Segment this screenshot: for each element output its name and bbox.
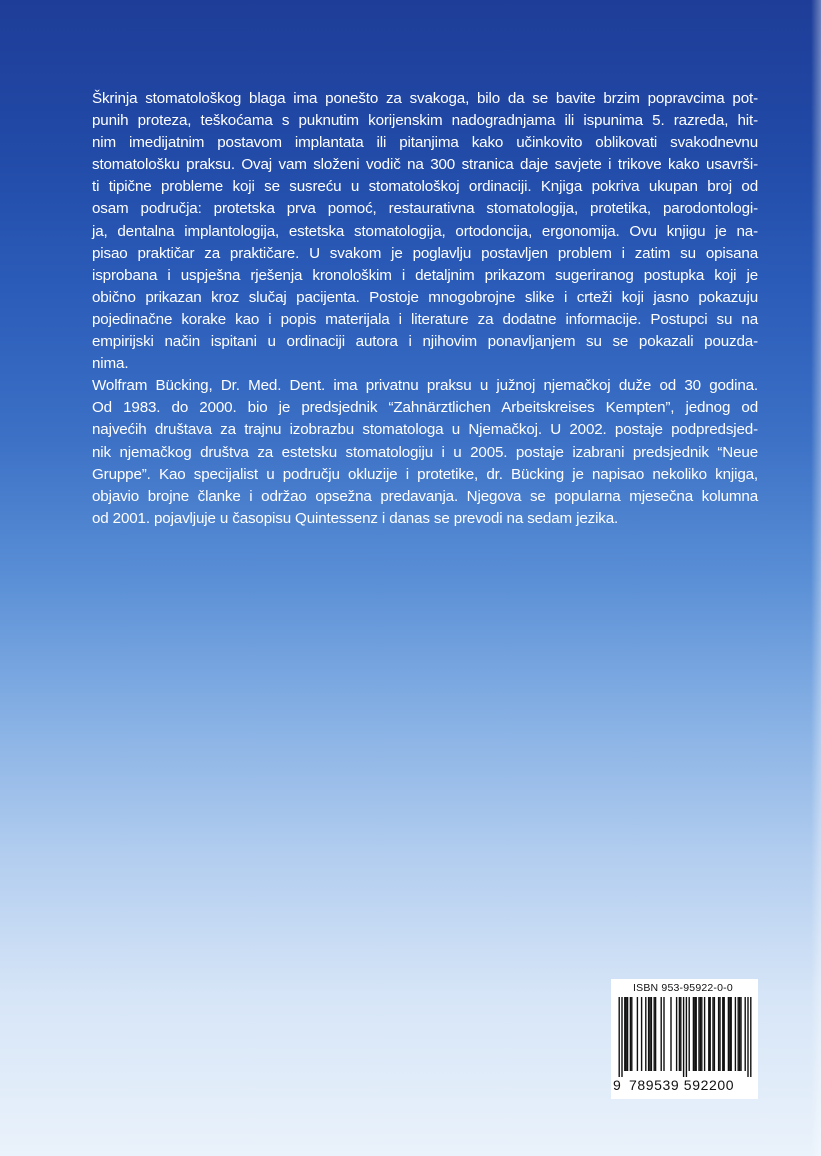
- barcode-bar: [739, 997, 740, 1071]
- barcode-bar: [637, 997, 638, 1071]
- author-line-1: Wolfram Bücking, Dr. Med. Dent. ima privatnu praksu u južnoj njemačkoj duže od 30 godina.: [92, 377, 758, 395]
- barcode-bar: [714, 997, 715, 1071]
- barcode-bar: [648, 997, 649, 1071]
- barcode-bar: [731, 997, 732, 1071]
- barcode-bar: [722, 997, 723, 1071]
- description-line-12: empirijski način ispitani u ordinaciji autora i njihovim ponavljanjem su se pokazali pouzda-: [92, 333, 758, 351]
- author-line-7: od 2001. pojavljuje u časopisu Quintessenz i danas se prevodi na sedam jezika.: [92, 509, 619, 527]
- barcode-bar: [729, 997, 730, 1071]
- barcode-bar: [745, 997, 746, 1071]
- author-line-5: Gruppe”. Kao specijalist u području okluzije i protetike, dr. Bücking je napisao nekoliko knjiga,: [92, 465, 758, 483]
- author-line-3: najvećih društava za trajnu izobrazbu stomatologa u Njemačkoj. U 2002. postaje podpredsjed-: [92, 421, 758, 439]
- description-line-2: punih proteza, teškoćama s puknutim korijenskim nadogradnjama ili ispunima 5. razreda, hit-: [92, 112, 758, 130]
- description-line-13: nima.: [92, 355, 129, 373]
- barcode-bar: [630, 997, 631, 1071]
- ean-digits: 789539 592200: [629, 1077, 735, 1093]
- barcode-bar: [747, 997, 748, 1077]
- book-description: [92, 88, 758, 375]
- barcode-bar: [728, 997, 729, 1071]
- barcode-bar: [710, 997, 711, 1071]
- barcode-bar: [680, 997, 681, 1071]
- barcode-bar: [708, 997, 709, 1071]
- cover-edge: [811, 0, 821, 1156]
- author-line-4: nik njemačkog društva za estetsku stomatologiju i u 2005. postaje izabrani predsjednik “Neue: [92, 443, 758, 461]
- description-line-7: ja, dentalna implantologija, estetska stomatologija, ortodoncija, ergonomija. Ovu knjigu je na-: [92, 222, 758, 240]
- barcode-bar: [689, 997, 690, 1071]
- description-line-9: isprobana i uspješna rješenja kronološkim i detaljnim prikazom sugeriranog postupka koji je: [92, 266, 758, 284]
- description-line-5: ti tipične probleme koji se susreću u stomatološkoj ordinaciji. Knjiga pokriva ukupan broj od: [92, 178, 758, 196]
- barcode-bar: [621, 997, 622, 1077]
- barcode-bar: [718, 997, 719, 1071]
- barcode-bar: [627, 997, 628, 1071]
- barcode-bar: [676, 997, 677, 1071]
- barcode-bar: [694, 997, 695, 1071]
- barcode-bar: [619, 997, 620, 1077]
- author-line-2: Od 1983. do 2000. bio je predsjednik “Zahnärztlichen Arbeitskreises Kempten”, jednog od: [92, 399, 758, 417]
- barcode-bar: [683, 997, 684, 1077]
- back-cover-blurb: [92, 88, 758, 530]
- barcode-bar: [712, 997, 713, 1071]
- barcode-bar: [645, 997, 646, 1071]
- description-line-8: pisao praktičar za praktičare. U svakom je poglavlju postavljen problem i zatim su opisana: [92, 244, 758, 262]
- barcode-bar: [750, 997, 751, 1077]
- barcode-bar: [735, 997, 736, 1071]
- description-line-11: pojedinačne korake kao i popis materijala i literature za dodatne informacije. Postupci su na: [92, 310, 758, 328]
- barcode-bar: [740, 997, 741, 1071]
- barcode-bar: [631, 997, 632, 1071]
- barcode-bar: [641, 997, 642, 1071]
- barcode-bar: [704, 997, 705, 1071]
- description-line-6: osam područja: protetska prva pomoć, restaurativna stomatologija, protetika, parodontologi-: [92, 200, 758, 218]
- isbn-barcode-label: [611, 979, 758, 1099]
- barcode-bar: [654, 997, 655, 1071]
- barcode-bar: [719, 997, 720, 1071]
- description-line-3: nim imedijatnim postavom implantata ili pitanjima kako učinkovito oblikovati svakodnevnu: [92, 134, 758, 152]
- isbn-number: ISBN 953-95922-0-0: [633, 982, 733, 994]
- barcode-bar: [663, 997, 664, 1071]
- description-line-1: Škrinja stomatološkog blaga ima ponešto za svakoga, bilo da se bavite brzim popravcima pot-: [92, 90, 758, 107]
- barcode-bar: [661, 997, 662, 1071]
- barcode-bar: [724, 997, 725, 1071]
- barcode-bar: [693, 997, 694, 1071]
- barcode-bar: [696, 997, 697, 1071]
- barcode-bar: [626, 997, 627, 1071]
- description-line-4: stomatološku praksu. Ovaj vam složeni vodič na 300 stranica daje savjete i trikove kako usavrši-: [92, 156, 758, 174]
- author-bio: [92, 375, 758, 530]
- barcode-bar: [649, 997, 650, 1071]
- barcode-bar: [738, 997, 739, 1071]
- author-line-6: objavio brojne članke i održao opsežna predavanja. Njegova se popularna mjesečna kolumna: [92, 487, 758, 505]
- barcode-bars: [617, 997, 753, 1077]
- barcode-bar: [651, 997, 652, 1071]
- barcode-bar: [670, 997, 671, 1071]
- barcode-bar: [624, 997, 625, 1071]
- description-line-10: obično prikazan kroz slučaj pacijenta. Postoje mnogobrojne slike i crteži koji jasno pokazuju: [92, 288, 758, 306]
- ean-first-digit: 9: [613, 1077, 621, 1093]
- barcode-bar: [700, 997, 701, 1071]
- barcode-bar: [655, 997, 656, 1071]
- barcode-bar: [679, 997, 680, 1071]
- barcode-bar: [686, 997, 687, 1077]
- barcode-bar: [701, 997, 702, 1071]
- barcode-bar: [698, 997, 699, 1071]
